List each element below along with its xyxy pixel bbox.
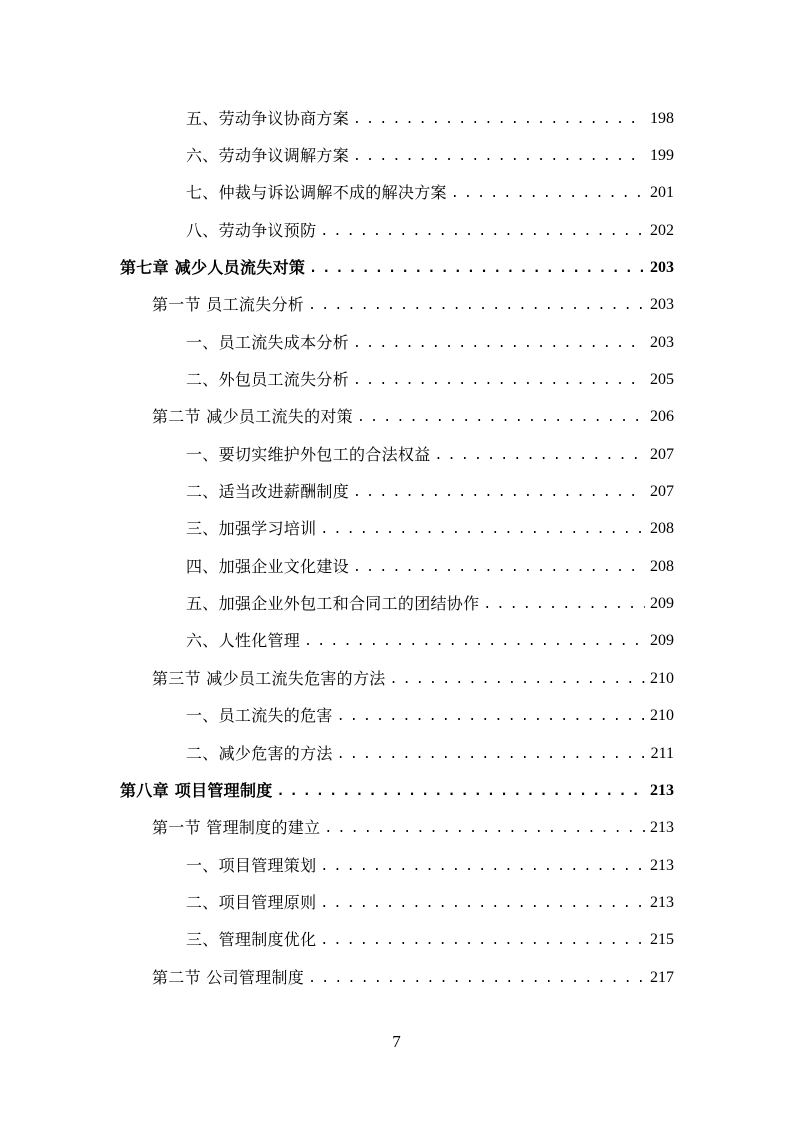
toc-entry-page: 213 bbox=[650, 781, 674, 799]
toc-section-entry[interactable] bbox=[0, 660, 793, 697]
toc-entry-page: 203 bbox=[650, 296, 674, 314]
toc-chapter-entry[interactable] bbox=[0, 772, 793, 809]
toc-entry[interactable] bbox=[0, 436, 793, 473]
toc-entry-page: 217 bbox=[650, 968, 674, 986]
toc-entry[interactable] bbox=[0, 473, 793, 510]
toc-entry-label: 第二节 公司管理制度 bbox=[152, 967, 305, 987]
toc-entry-page: 208 bbox=[650, 557, 674, 575]
toc-entry-label: 二、减少危害的方法 bbox=[186, 743, 333, 763]
toc-entry-label: 一、员工流失成本分析 bbox=[186, 332, 350, 352]
toc-entry-label: 二、适当改进薪酬制度 bbox=[186, 482, 350, 502]
toc-entry-label: 第三节 减少员工流失危害的方法 bbox=[152, 668, 386, 688]
dot-leader bbox=[353, 558, 645, 578]
toc-section-entry[interactable] bbox=[0, 810, 793, 847]
toc-entry-page: 201 bbox=[650, 184, 674, 202]
toc-entry-page: 203 bbox=[650, 259, 674, 277]
dot-leader bbox=[390, 670, 645, 690]
toc-entry-page: 211 bbox=[650, 744, 674, 762]
toc-entry-label: 六、劳动争议调解方案 bbox=[186, 146, 350, 166]
toc-entry[interactable] bbox=[0, 585, 793, 622]
toc-entry-label: 六、人性化管理 bbox=[186, 631, 301, 651]
toc-entry-page: 207 bbox=[650, 483, 674, 501]
toc-entry-label: 四、加强企业文化建设 bbox=[186, 556, 350, 576]
toc-entry[interactable] bbox=[0, 137, 793, 174]
toc-entry-label: 五、加强企业外包工和合同工的团结协作 bbox=[186, 594, 480, 614]
toc-entry-label: 三、加强学习培训 bbox=[186, 519, 317, 539]
toc-entry[interactable] bbox=[0, 922, 793, 959]
toc-entry-page: 209 bbox=[650, 632, 674, 650]
toc-entry-label: 第一节 管理制度的建立 bbox=[152, 818, 321, 838]
toc-entry-page: 213 bbox=[650, 893, 674, 911]
dot-leader bbox=[353, 110, 645, 130]
toc-entry-label: 七、仲裁与诉讼调解不成的解决方案 bbox=[186, 183, 447, 203]
dot-leader bbox=[337, 745, 645, 765]
dot-leader bbox=[353, 334, 645, 354]
dot-leader bbox=[320, 520, 645, 540]
dot-leader bbox=[308, 969, 645, 989]
dot-leader bbox=[324, 819, 645, 839]
toc-entry-page: 215 bbox=[650, 931, 674, 949]
toc-entry-label: 二、外包员工流失分析 bbox=[186, 370, 350, 390]
toc-entry-page: 210 bbox=[650, 669, 674, 687]
dot-leader bbox=[309, 259, 645, 279]
toc-entry-label: 三、管理制度优化 bbox=[186, 930, 317, 950]
toc-entry-label: 第八章 项目管理制度 bbox=[120, 780, 273, 800]
toc-entry-label: 第七章 减少人员流失对策 bbox=[120, 258, 306, 278]
toc-entry[interactable] bbox=[0, 847, 793, 884]
toc-chapter-entry[interactable] bbox=[0, 249, 793, 286]
dot-leader bbox=[320, 931, 645, 951]
dot-leader bbox=[353, 147, 645, 167]
toc-entry[interactable] bbox=[0, 548, 793, 585]
toc-entry[interactable] bbox=[0, 511, 793, 548]
toc-entry-label: 一、项目管理策划 bbox=[186, 855, 317, 875]
dot-leader bbox=[353, 483, 645, 503]
toc-entry[interactable] bbox=[0, 324, 793, 361]
toc-entry[interactable] bbox=[0, 175, 793, 212]
toc-entry-page: 198 bbox=[650, 109, 674, 127]
toc-entry-page: 213 bbox=[650, 856, 674, 874]
toc-entry-label: 一、员工流失的危害 bbox=[186, 706, 333, 726]
dot-leader bbox=[308, 296, 645, 316]
toc-entry[interactable] bbox=[0, 698, 793, 735]
dot-leader bbox=[353, 371, 645, 391]
toc-entry-label: 八、劳动争议预防 bbox=[186, 220, 317, 240]
toc-section-entry[interactable] bbox=[0, 399, 793, 436]
page-number: 7 bbox=[392, 1032, 401, 1051]
toc-entry[interactable] bbox=[0, 735, 793, 772]
toc-entry-label: 二、项目管理原则 bbox=[186, 892, 317, 912]
dot-leader bbox=[435, 446, 645, 466]
dot-leader bbox=[320, 857, 645, 877]
toc-entry[interactable] bbox=[0, 623, 793, 660]
toc-entry-page: 209 bbox=[650, 595, 674, 613]
dot-leader bbox=[320, 894, 645, 914]
dot-leader bbox=[451, 184, 645, 204]
toc-entry[interactable] bbox=[0, 100, 793, 137]
dot-leader bbox=[483, 595, 645, 615]
toc-entry[interactable] bbox=[0, 884, 793, 921]
toc-entry-label: 第一节 员工流失分析 bbox=[152, 295, 305, 315]
dot-leader bbox=[357, 408, 645, 428]
dot-leader bbox=[320, 222, 645, 242]
dot-leader bbox=[277, 782, 645, 802]
dot-leader bbox=[337, 707, 645, 727]
toc-entry-page: 210 bbox=[650, 707, 674, 725]
table-of-contents bbox=[0, 100, 793, 996]
toc-entry[interactable] bbox=[0, 361, 793, 398]
dot-leader bbox=[304, 632, 645, 652]
toc-entry-page: 205 bbox=[650, 371, 674, 389]
toc-entry[interactable] bbox=[0, 212, 793, 249]
toc-entry-page: 213 bbox=[650, 819, 674, 837]
toc-section-entry[interactable] bbox=[0, 959, 793, 996]
toc-entry-page: 199 bbox=[650, 147, 674, 165]
toc-entry-page: 203 bbox=[650, 333, 674, 351]
toc-section-entry[interactable] bbox=[0, 287, 793, 324]
toc-entry-page: 202 bbox=[650, 221, 674, 239]
toc-entry-label: 第二节 减少员工流失的对策 bbox=[152, 407, 353, 427]
toc-entry-label: 五、劳动争议协商方案 bbox=[186, 108, 350, 128]
toc-entry-label: 一、要切实维护外包工的合法权益 bbox=[186, 444, 431, 464]
toc-entry-page: 207 bbox=[650, 445, 674, 463]
toc-entry-page: 208 bbox=[650, 520, 674, 538]
toc-entry-page: 206 bbox=[650, 408, 674, 426]
